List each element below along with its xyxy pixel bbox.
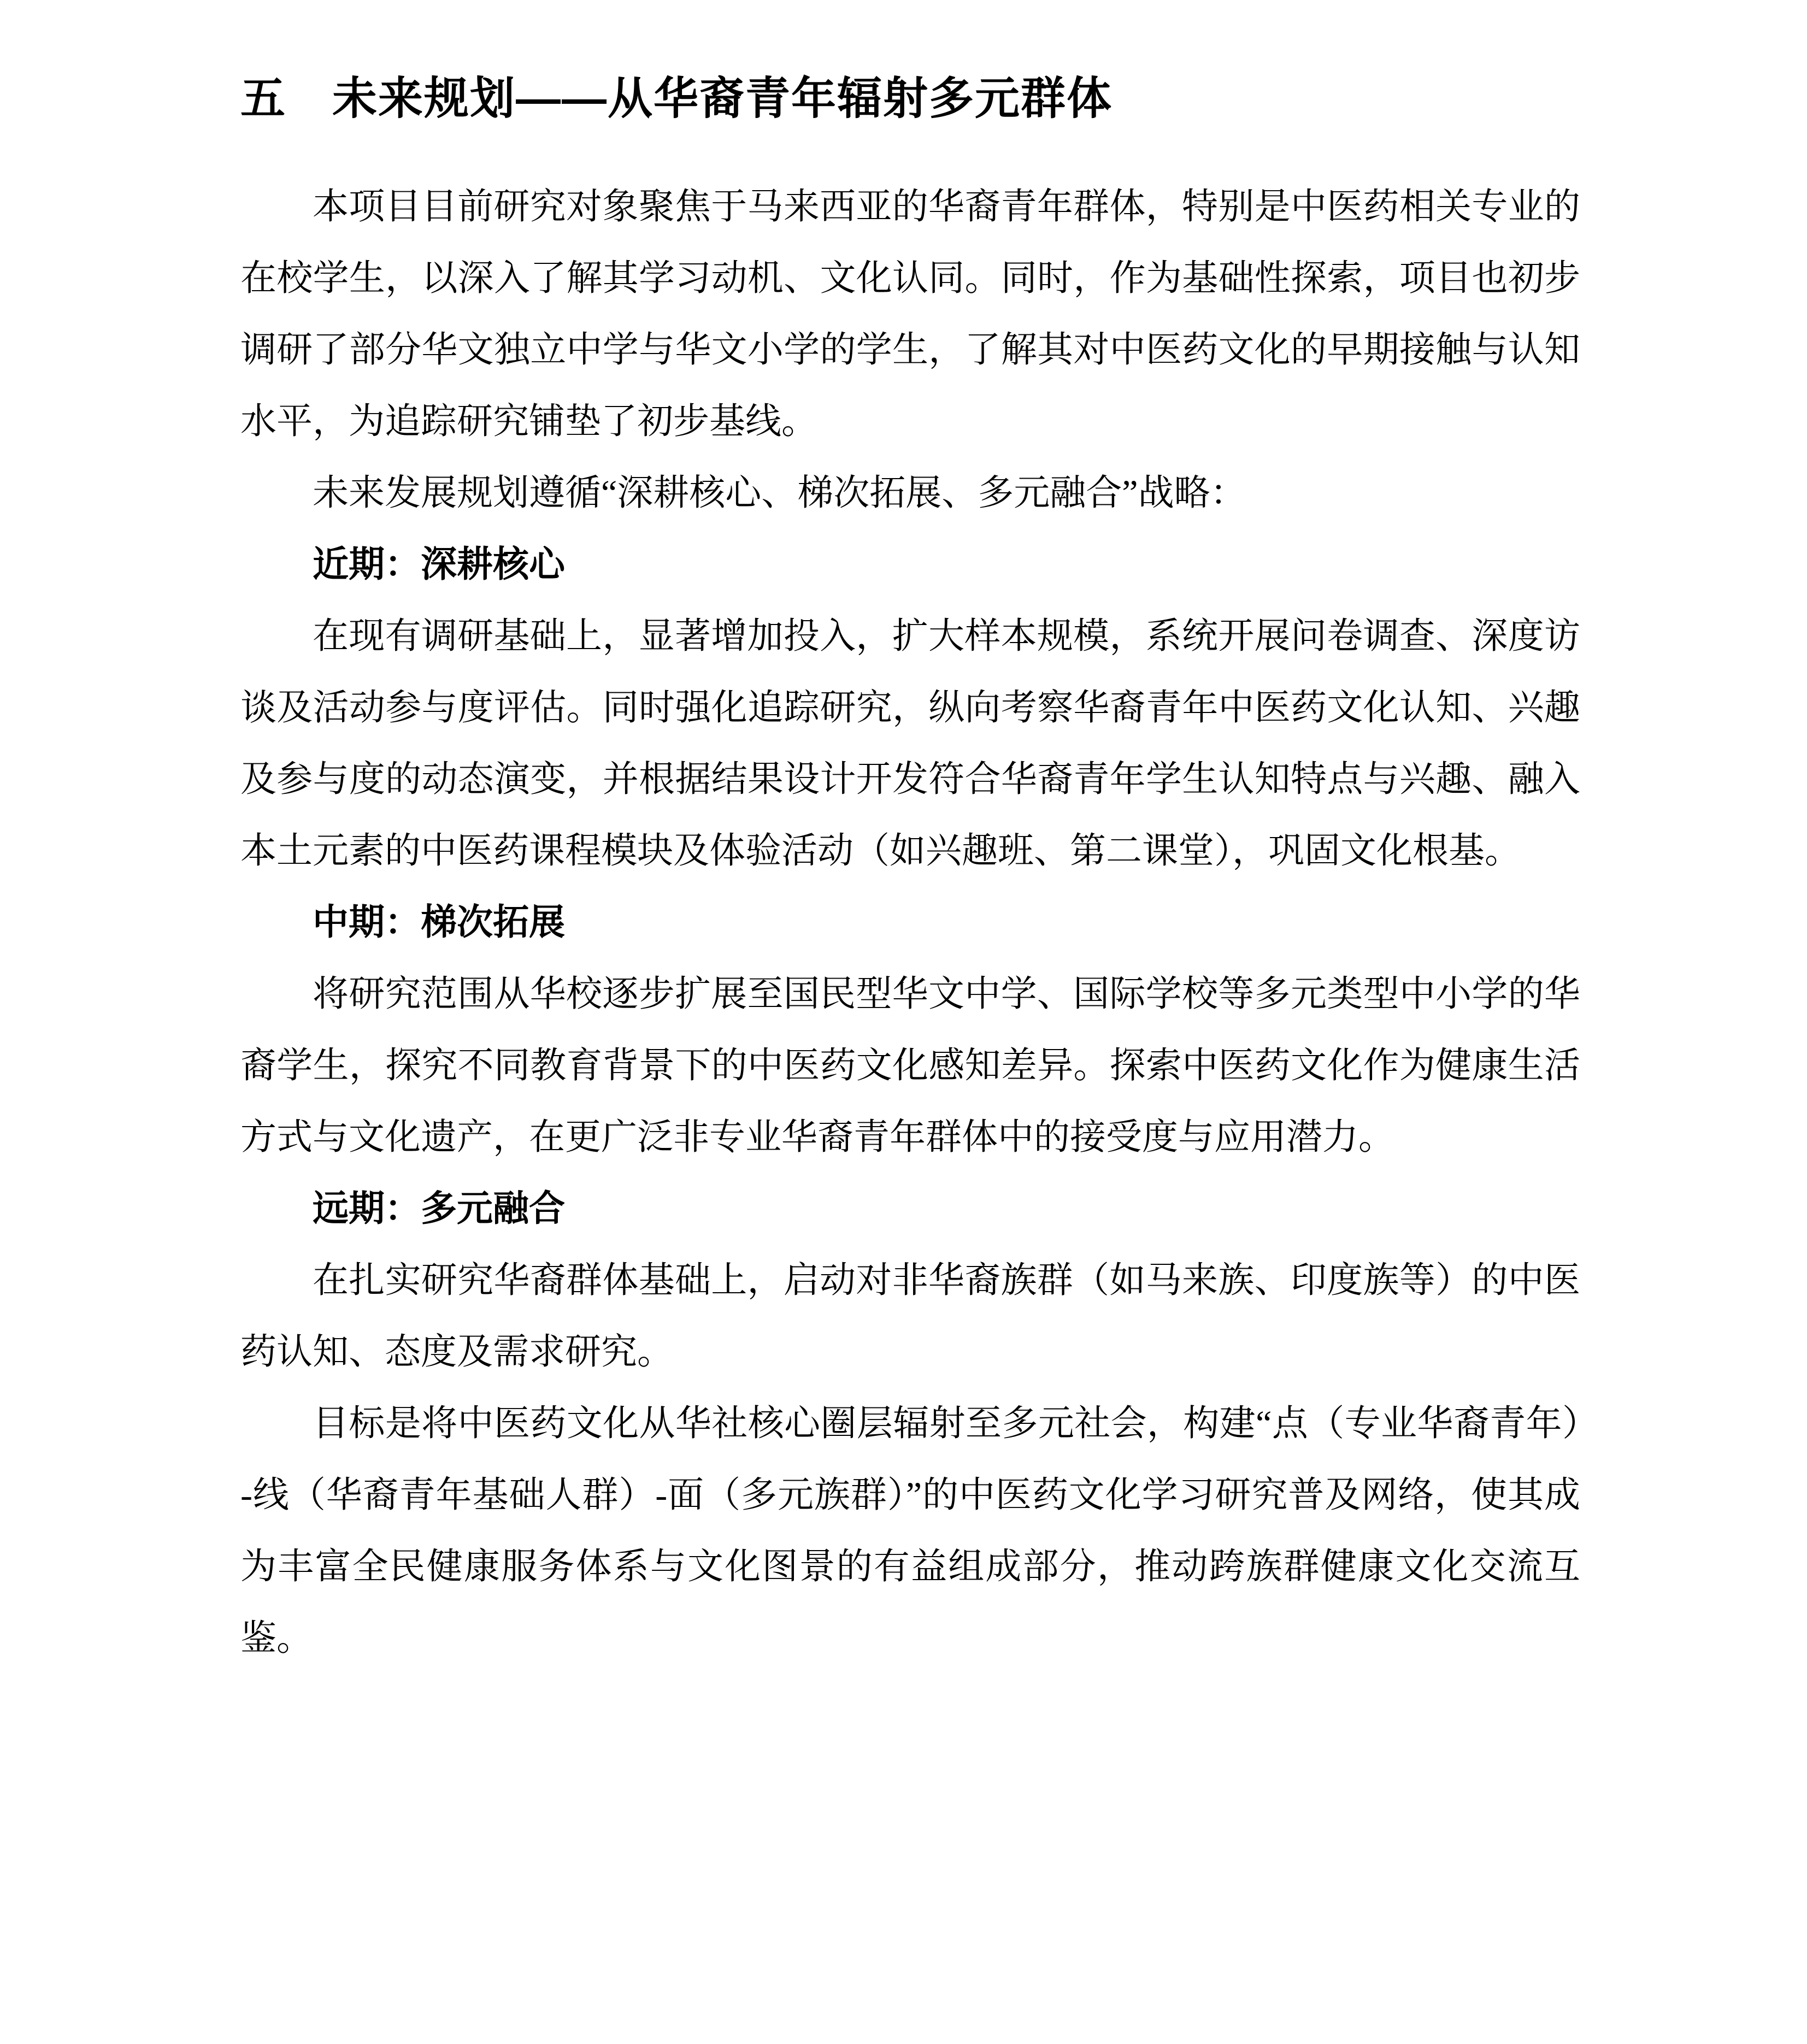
paragraph: 未来发展规划遵循“深耕核心、梯次拓展、多元融合”战略： <box>313 473 1246 513</box>
paragraph: 在扎实研究华裔群体基础上，启动对非华裔族群（如马来族、印度族等）的中医药认知、态度及需求研究。 <box>240 1260 1580 1372</box>
document-body <box>240 171 1580 1674</box>
paragraph: 在现有调研基础上，显著增加投入，扩大样本规模，系统开展问卷调查、深度访谈及活动参与度评估。同时强化追踪研究，纵向考察华裔青年中医药文化认知、兴趣及参与度的动态演变，并根据结果设计开发符合华裔青年学生认知特点与兴趣、融入本土元素的中医药课程模块及体验活动（如兴趣班、第二课堂），巩固文化根基。 <box>240 616 1580 871</box>
section-heading: 五 未来规划——从华裔青年辐射多元群体 <box>240 74 1113 123</box>
paragraph: 将研究范围从华校逐步扩展至国民型华文中学、国际学校等多元类型中小学的华裔学生，探究不同教育背景下的中医药文化感知差异。探索中医药文化作为健康生活方式与文化遗产，在更广泛非专业华裔青年群体中的接受度与应用潜力。 <box>240 974 1580 1157</box>
subheading: 中期：梯次拓展 <box>313 902 565 943</box>
paragraph: 目标是将中医药文化从华社核心圈层辐射至多元社会，构建“点（专业华裔青年）-线（华裔青年基础人群）-面（多元族群）”的中医药文化学习研究普及网络，使其成为丰富全民健康服务体系与文化图景的有益组成部分，推动跨族群健康文化交流互鉴。 <box>240 1403 1580 1658</box>
subheading: 近期：深耕核心 <box>313 544 565 585</box>
paragraph: 本项目目前研究对象聚焦于马来西亚的华裔青年群体，特别是中医药相关专业的在校学生，以深入了解其学习动机、文化认同。同时，作为基础性探索，项目也初步调研了部分华文独立中学与华文小学的学生，了解其对中医药文化的早期接触与认知水平，为追踪研究铺垫了初步基线。 <box>240 186 1580 441</box>
subheading: 远期：多元融合 <box>313 1188 565 1229</box>
